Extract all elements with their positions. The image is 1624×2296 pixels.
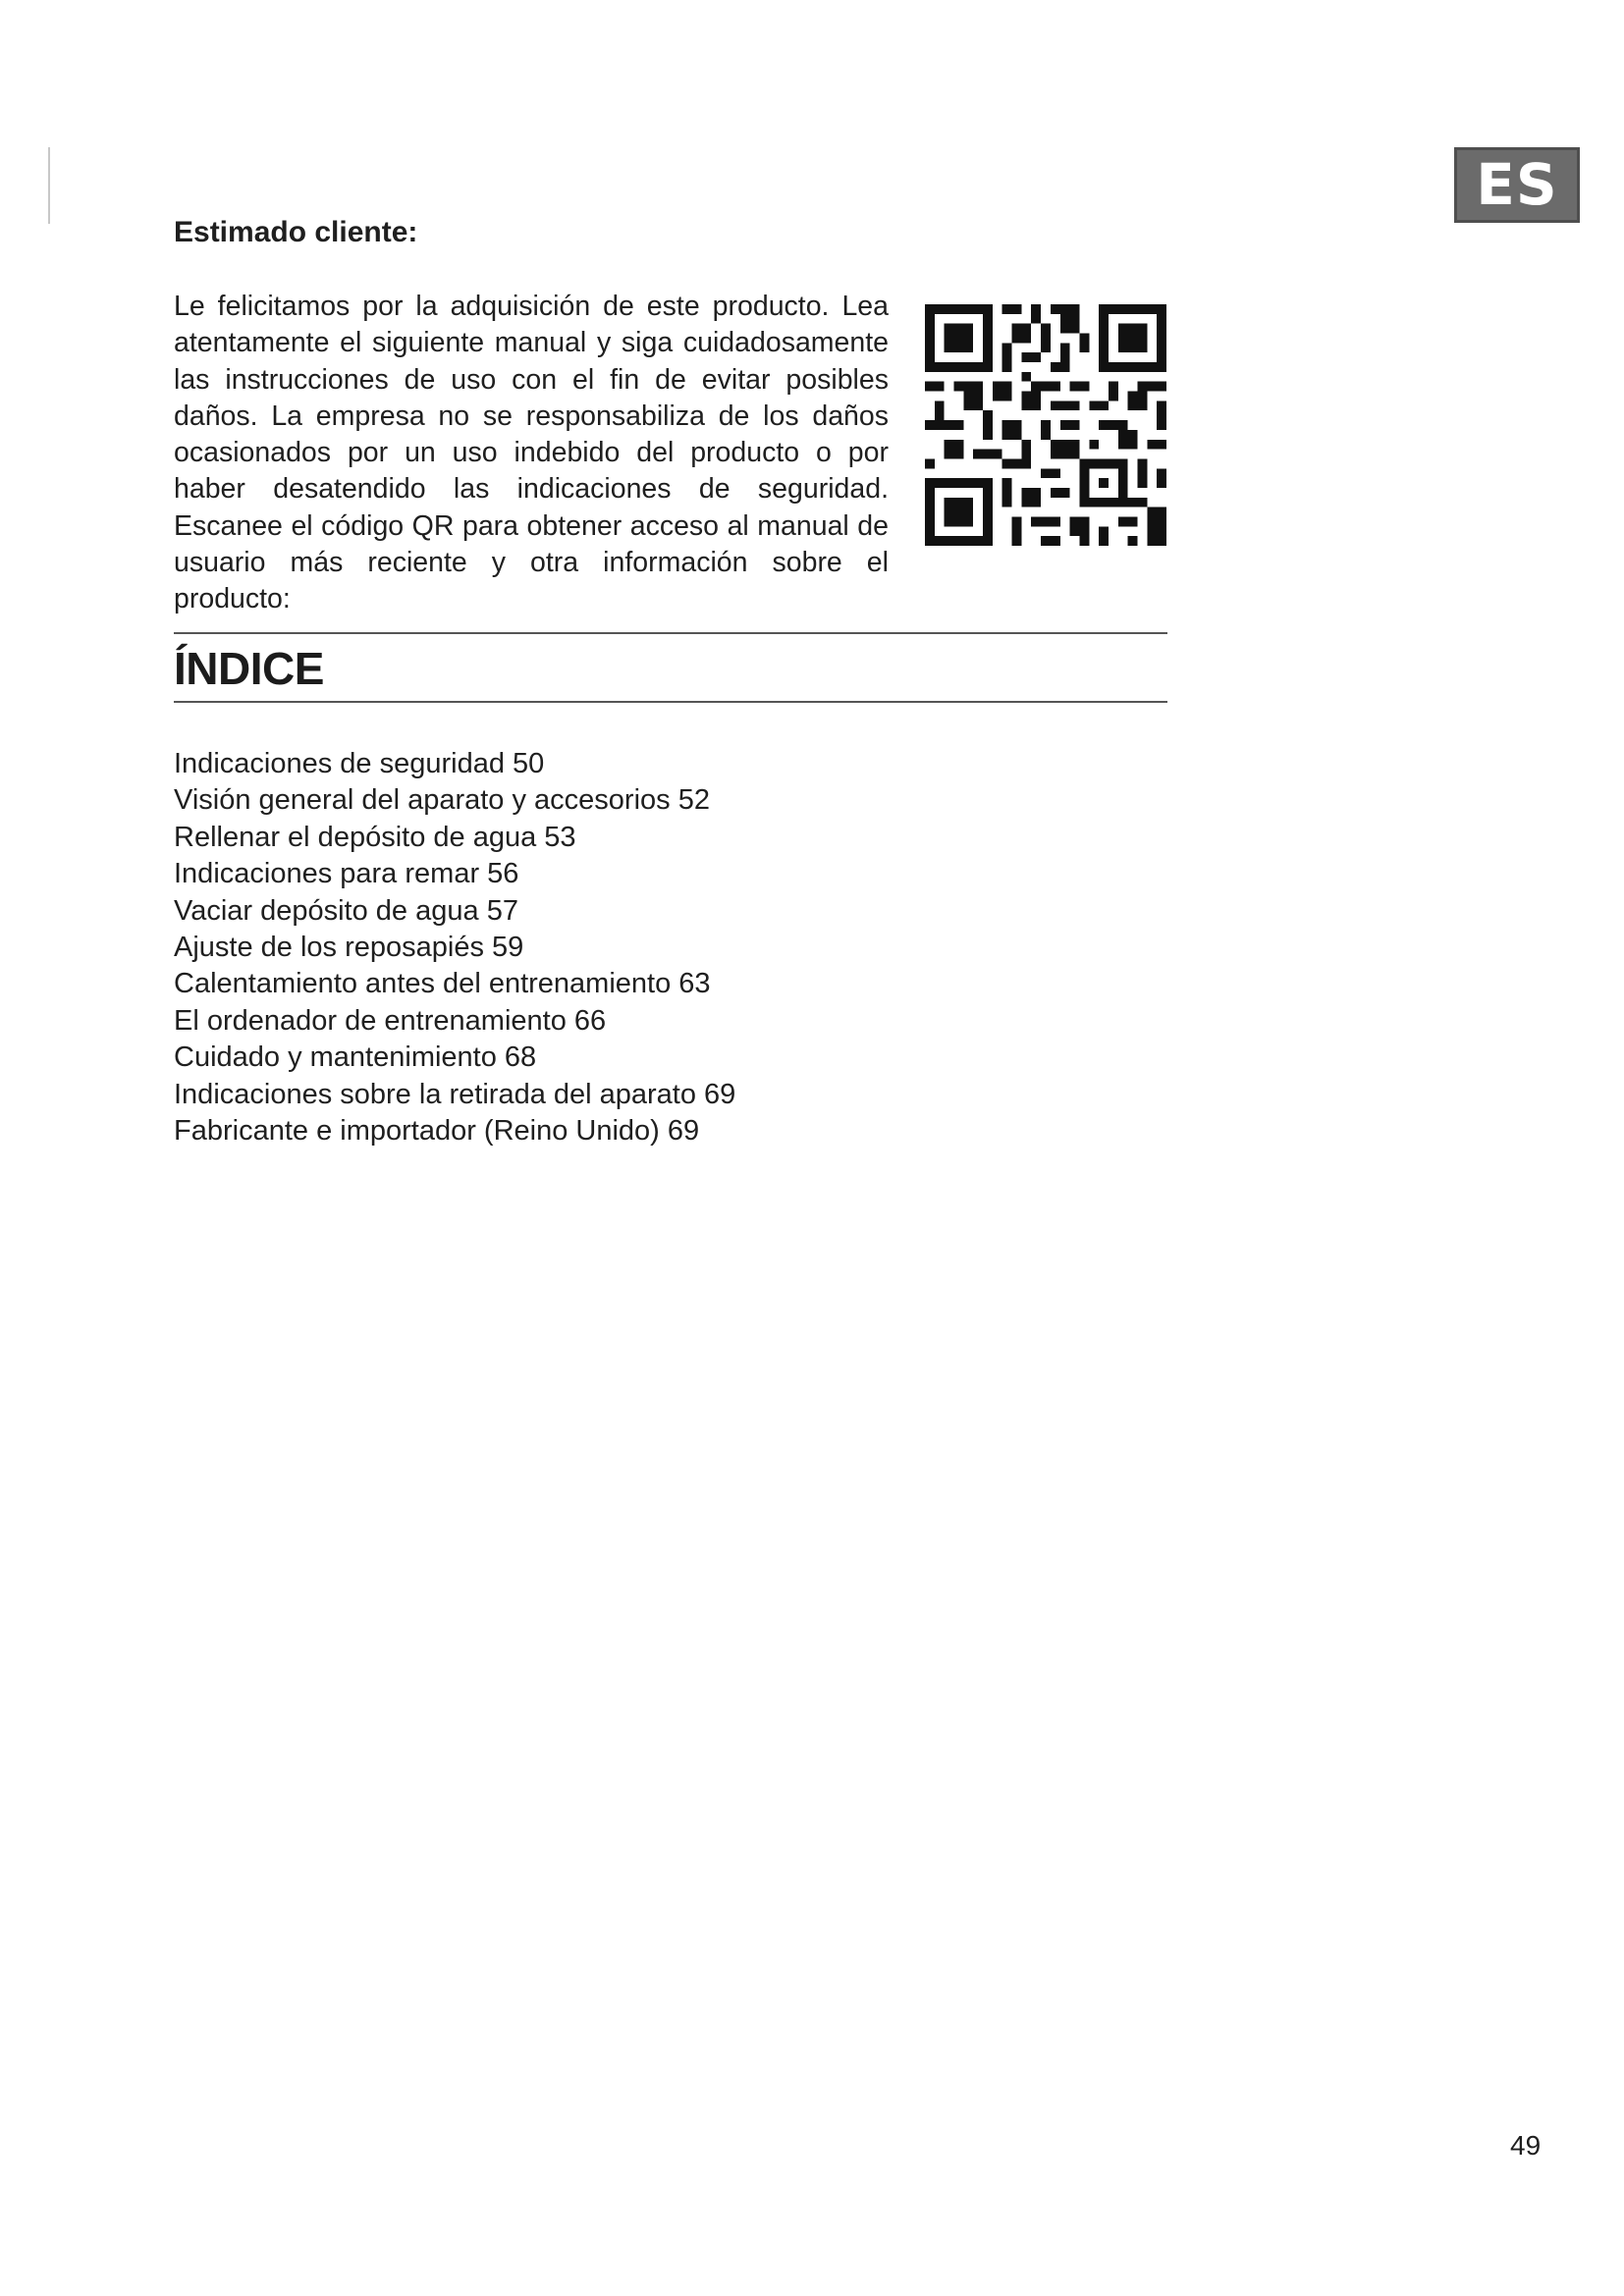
toc-entry[interactable]: Ajuste de los reposapiés 59	[174, 932, 524, 964]
toc-entry[interactable]: Cuidado y mantenimiento 68	[174, 1041, 537, 1074]
toc-entry[interactable]: El ordenador de entrenamiento 66	[174, 1004, 607, 1037]
qr-code[interactable]	[925, 304, 1166, 546]
toc-entry[interactable]: Visión general del aparato y accesorios 52	[174, 784, 710, 817]
intro-paragraph: Le felicitamos por la adquisición de este producto. Lea atentamente el siguiente manual y siga cuidadosamente las instrucciones de uso con el fin de evitar posibles daños. La empresa no se responsabiliza de los daños ocasionados por un uso indebido del producto o por haber desatendido las indicaciones de seguridad. Escanee el código QR para obtener acceso al manual de usuario más reciente y otra información sobre el producto:	[174, 291, 889, 615]
page-number: 49	[1510, 2130, 1542, 2161]
toc-entry[interactable]: Indicaciones sobre la retirada del aparato 69	[174, 1078, 736, 1110]
toc-divider-top	[174, 632, 1167, 634]
toc-list	[174, 746, 735, 1149]
toc-entry[interactable]: Indicaciones para remar 56	[174, 858, 519, 890]
toc-entry[interactable]: Calentamiento antes del entrenamiento 63	[174, 968, 711, 1000]
toc-divider-bottom	[174, 701, 1167, 703]
margin-rule	[48, 147, 50, 224]
greeting-heading: Estimado cliente:	[174, 216, 418, 248]
toc-title: ÍNDICE	[174, 643, 324, 694]
toc-entry[interactable]: Fabricante e importador (Reino Unido) 69	[174, 1115, 700, 1148]
language-badge: ES	[1454, 147, 1580, 223]
toc-entry[interactable]: Rellenar el depósito de agua 53	[174, 821, 576, 853]
toc-entry[interactable]: Vaciar depósito de agua 57	[174, 894, 518, 927]
toc-entry[interactable]: Indicaciones de seguridad 50	[174, 748, 545, 779]
